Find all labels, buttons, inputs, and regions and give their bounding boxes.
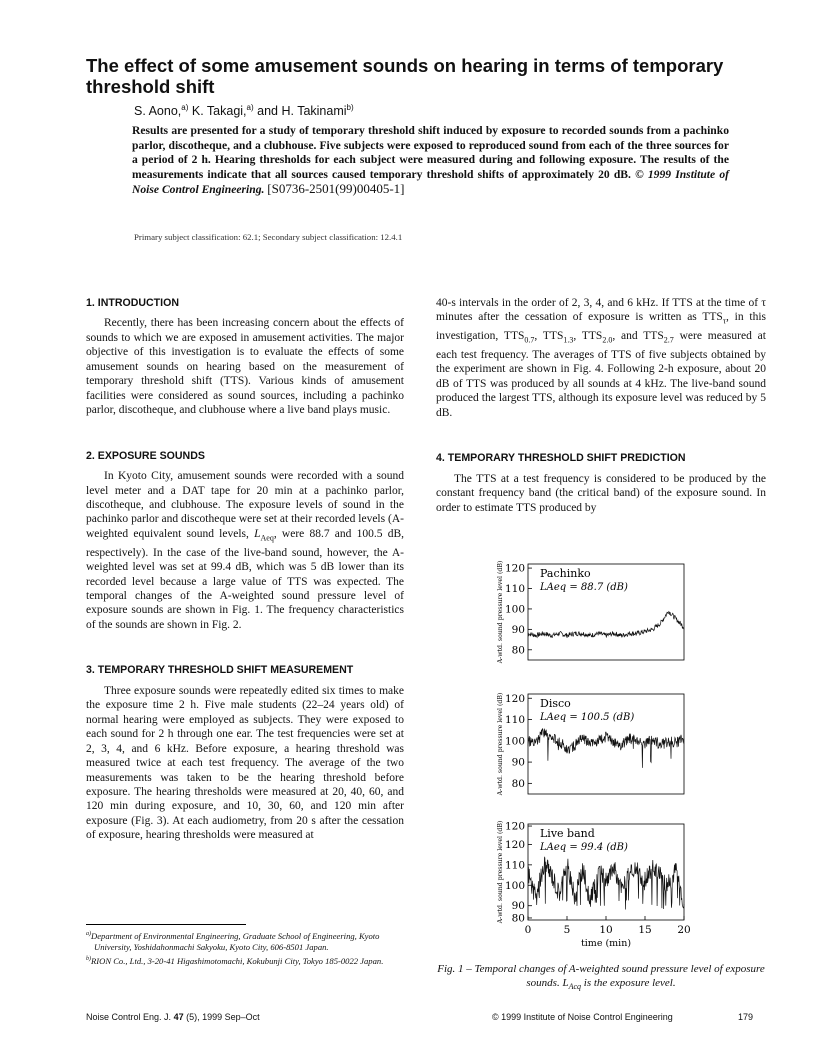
y-tick-label: 110 <box>504 859 525 872</box>
y-tick-label: 90 <box>511 756 525 769</box>
figure-1 <box>490 558 700 950</box>
panel-annotation: LAeq = 100.5 (dB) <box>540 712 635 723</box>
y-axis-label: A-wtd. sound pressure level (dB) <box>497 560 504 664</box>
y-tick-label: 90 <box>511 900 525 913</box>
abstract-text: Results are presented for a study of temporary threshold shift induced by exposure to recorded sounds from a pachinko parlor, discotheque, and a clubhouse. Five subjects were exposed to reproduced sound from each of the three sources for a period of 2 h. Hearing thresholds for each subject were measured during and following exposure. The results of the measurements indicate that all sources caused temporary threshold shifts of approximately 20 dB. <box>132 124 729 181</box>
body-text: , TTS <box>534 330 564 343</box>
journal-issue: (5), 1999 Sep–Oct <box>186 1012 260 1022</box>
body-text: , were 88.7 and 100.5 dB, respectively). In the case of the live-band sound, however, the A-weighted level was set at 99.4 dB, which was 5 dB lower than its recorded level because a large value of TTS was expected. The temporal changes of the A-weighted sound pressure level of exposure sounds are shown in Fig. 1. The frequency characteristics of the sounds are shown in Fig. 2. <box>86 527 405 631</box>
paper-title: The effect of some amusement sounds on hearing in terms of temporary threshold shift <box>86 55 724 97</box>
y-tick-label: 110 <box>504 583 525 596</box>
y-tick-label: 80 <box>511 644 525 657</box>
right-column <box>436 296 766 515</box>
footnotes <box>86 924 404 967</box>
footnote-mark: a) <box>86 931 91 937</box>
footnote-rule <box>86 924 246 925</box>
author: and H. Takinami <box>253 104 347 119</box>
footer-copyright: © 1999 Institute of Noise Control Engineering <box>492 1012 673 1022</box>
x-tick-label: 5 <box>563 924 571 936</box>
panel-annotation: LAeq = 99.4 (dB) <box>540 842 628 853</box>
x-axis-label: time (min) <box>580 938 632 949</box>
data-trace <box>528 612 684 638</box>
math-subscript: τ <box>722 316 727 326</box>
math-subscript: Acq <box>568 982 582 992</box>
math-subscript: 2.7 <box>663 335 674 345</box>
math-subscript: 0.7 <box>524 335 535 345</box>
abstract <box>132 124 729 198</box>
math-subscript: 1.3 <box>563 335 574 345</box>
page-number: 179 <box>738 1012 754 1022</box>
journal-volume: 47 <box>173 1012 184 1022</box>
y-tick-label: 100 <box>504 603 525 616</box>
body-text: were measured at each test frequency. The averages of TTS of five subjects obtained by the experiment are shown in Fig. 4. Following 2-h exposure, about 20 dB of TTS was produced by all sounds at 4 kHz. The live-band sound produced the largest TTS, although its exposure level was reduced by 5 dB. <box>436 330 766 419</box>
section-body <box>86 469 404 632</box>
x-tick-label: 20 <box>677 924 691 936</box>
body-text: , in this investigation, TTS <box>436 311 766 343</box>
author: S. Aono, <box>134 104 182 119</box>
caption-text: Fig. 1 – Temporal changes of A-weighted sound pressure level of exposure sounds. <box>437 963 765 989</box>
y-tick-label: 110 <box>504 714 525 727</box>
section-heading: 3. TEMPORARY THRESHOLD SHIFT MEASUREMENT <box>86 664 354 677</box>
footnote <box>86 954 404 967</box>
panel-title: Live band <box>540 827 595 840</box>
footnote-mark: b) <box>86 955 91 962</box>
y-tick-label: 100 <box>504 735 525 748</box>
caption-text: is the exposure level. <box>583 977 676 989</box>
journal-name: Noise Control Eng. J. <box>86 1012 172 1022</box>
section-heading: 4. TEMPORARY THRESHOLD SHIFT PREDICTION <box>436 452 686 465</box>
y-tick-label: 90 <box>511 623 525 636</box>
left-column <box>86 296 404 843</box>
section-body: Three exposure sounds were repeatedly edited six times to make the exposure time 2 h. Five male students (22–24 years old) of normal hearing were employed as subjects. They were exposed to each sound for 2 h through one ear. The test frequencies were set at 2, 3, 4, and 6 kHz. Before exposure, a hearing threshold was measured twice at each test frequency. The average of the two measurements was taken to be the hearing threshold before exposure. The hearing thresholds were measured at 20, 40, 60, and 120 min during exposure, and 10, 30, 60, and 120 min after exposure (Fig. 3). At each audiometry, from 20 s after the cessation of exposure, hearing thresholds were measured at <box>86 684 404 842</box>
section-heading: 1. INTRODUCTION <box>86 297 179 309</box>
footer-journal <box>86 1012 260 1022</box>
panel-title: Pachinko <box>540 567 591 580</box>
section-body <box>436 296 766 420</box>
section-body: Recently, there has been increasing concern about the effects of sounds to which we are exposed in amusement activities. The major objective of this investigation is to evaluate the effects of some amusement sounds on hearing based on the measurement of temporary threshold shift (TTS). Various kinds of amusement facilities were considered as sound sources, including a pachinko parlor, discotheque, and clubhouse where a live band plays music. <box>86 317 404 417</box>
footnote-text: Department of Environmental Engineering, Graduate School of Engineering, Kyoto University, Yoshidahonmachi Sakyoku, Kyoto City, 606-8501 Japan. <box>91 930 380 953</box>
y-tick-label: 120 <box>504 838 525 851</box>
subject-classification: Primary subject classification: 62.1; Secondary subject classification: 12.4.1 <box>134 232 403 242</box>
abstract-code: [S0736-2501(99)00405-1] <box>267 181 405 197</box>
footnote-text: RION Co., Ltd., 3-20-41 Higashimotomachi, Kokubunji City, Tokyo 185-0022 Japan. <box>91 955 384 966</box>
y-tick-label: 120 <box>504 562 525 575</box>
abstract-copyright: © 1999 Institute of Noise Control Engineering. <box>132 167 729 197</box>
body-text: 40-s intervals in the order of 2, 3, 4, and 6 kHz. If TTS at the time of τ minutes after the cessation of exposure is written as TTS <box>436 297 766 324</box>
body-text: , and TTS <box>612 330 664 343</box>
x-tick-label: 10 <box>599 924 613 936</box>
affiliation-mark: a) <box>246 103 254 112</box>
math-subscript: 2.0 <box>602 335 613 345</box>
body-text: , TTS <box>573 330 603 343</box>
section-body: The TTS at a test frequency is considered to be produced by the constant frequency band (the critical band) of the exposure sound. In order to estimate TTS produced by <box>436 472 766 514</box>
y-axis-label: A-wtd. sound pressure level (dB) <box>497 820 504 924</box>
math-symbol: L <box>562 977 569 989</box>
y-tick-label: 80 <box>511 912 525 925</box>
affiliation-mark: a) <box>181 103 189 112</box>
data-trace <box>528 729 684 768</box>
y-tick-label: 120 <box>504 692 525 705</box>
y-tick-label: 100 <box>504 879 525 892</box>
affiliation-mark: b) <box>346 103 354 112</box>
y-tick-label: 120 <box>504 820 525 833</box>
math-symbol: L <box>254 527 261 540</box>
data-trace <box>528 857 684 909</box>
y-tick-label: 80 <box>511 777 525 790</box>
math-subscript: Aeq <box>260 533 274 543</box>
y-axis-label: A-wtd. sound pressure level (dB) <box>497 692 504 796</box>
panel-annotation: LAeq = 88.7 (dB) <box>540 582 628 593</box>
author: K. Takagi, <box>188 104 247 119</box>
x-tick-label: 0 <box>524 924 532 936</box>
x-tick-label: 15 <box>638 924 652 936</box>
body-text: In Kyoto City, amusement sounds were recorded with a sound level meter and a DAT tape for 20 min at a pachinko parlor, discotheque, and clubhouse. The exposure levels of sound in the pachinko parlor and discotheque were set at their recorded levels (A-weighted equivalent sound levels, <box>86 470 404 540</box>
panel-title: Disco <box>540 697 571 710</box>
footnote <box>86 929 404 954</box>
author-list <box>134 103 354 118</box>
section-heading: 2. EXPOSURE SOUNDS <box>86 449 205 462</box>
figure-caption <box>436 962 766 994</box>
